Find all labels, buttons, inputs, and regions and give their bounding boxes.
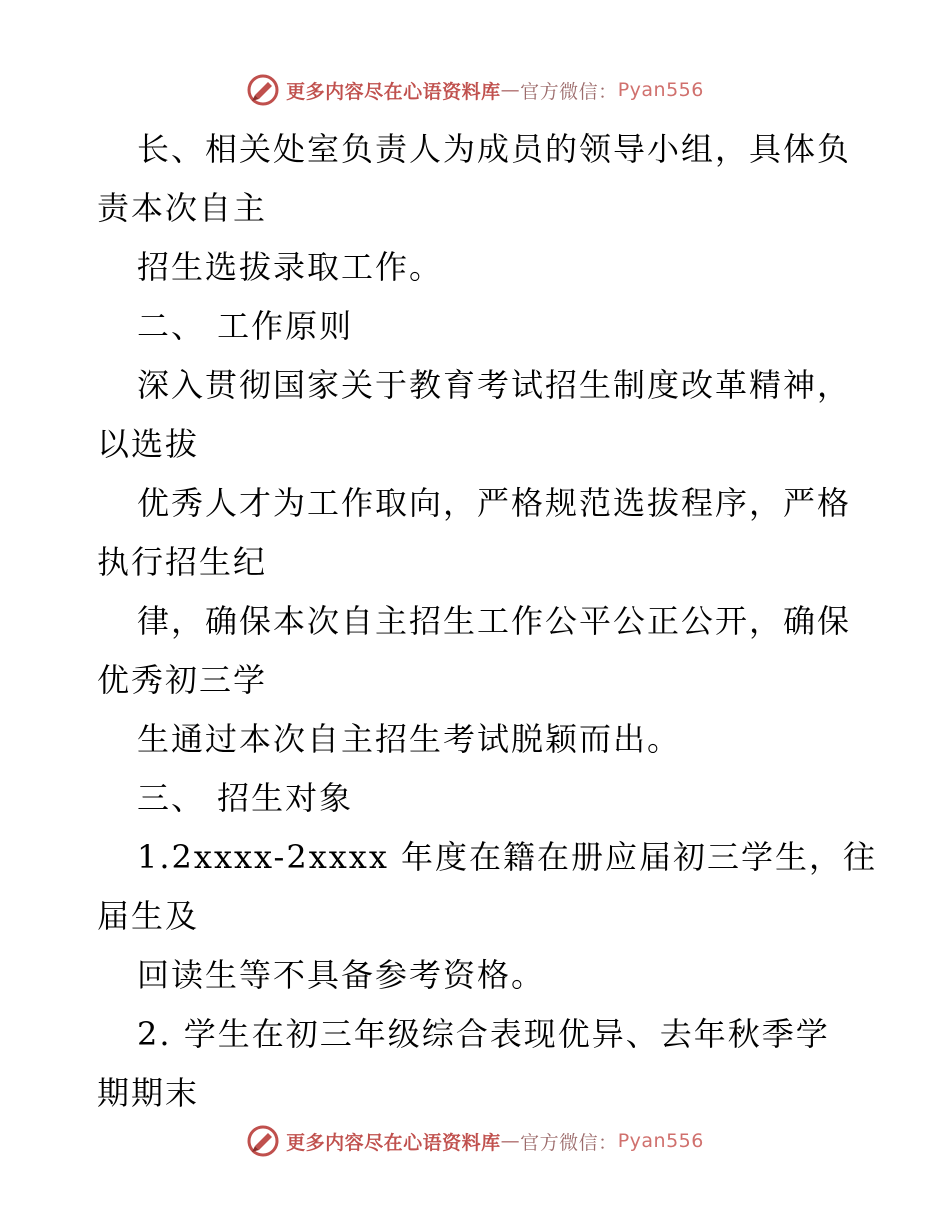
text-line: 招生选拔录取工作。 [137, 248, 444, 286]
banner-wechat-label: 官方微信： [520, 1131, 618, 1154]
banner-text: 更多内容尽在心语资料库 [286, 80, 501, 103]
text-line: 律，确保本次自主招生工作公平公正公开，确保 [137, 602, 852, 640]
banner-separator: — [500, 79, 521, 101]
section-heading: 三、 招生对象 [137, 779, 354, 817]
text-line: 1.2xxxx-2xxxx 年度在籍在册应届初三学生，往 [137, 838, 878, 876]
banner-separator: — [500, 1130, 521, 1152]
text-line: 优秀初三学 [97, 661, 268, 699]
text-line: 以选拔 [97, 425, 200, 463]
banner-text: 更多内容尽在心语资料库 [286, 1131, 501, 1154]
text-line: 责本次自主 [97, 189, 268, 227]
banner-wechat-id: Pyan556 [617, 1130, 704, 1152]
text-line: 2. 学生在初三年级综合表现优异、去年秋季学 [137, 1015, 830, 1053]
pen-logo-icon [246, 73, 280, 107]
footer-watermark [0, 1121, 950, 1161]
header-watermark [0, 70, 950, 110]
text-line: 长、相关处室负责人为成员的领导小组，具体负 [137, 130, 852, 168]
text-line: 生通过本次自主招生考试脱颖而出。 [137, 720, 682, 758]
text-line: 深入贯彻国家关于教育考试招生制度改革精神， [137, 366, 852, 404]
text-line: 优秀人才为工作取向，严格规范选拔程序，严格 [137, 484, 852, 522]
text-line: 届生及 [97, 897, 200, 935]
text-line: 回读生等不具备参考资格。 [137, 956, 546, 994]
banner-wechat-id: Pyan556 [617, 79, 704, 101]
section-heading: 二、 工作原则 [137, 307, 354, 345]
text-line: 期期末 [97, 1074, 200, 1112]
banner-wechat-label: 官方微信： [520, 80, 618, 103]
document-body [97, 120, 877, 1123]
pen-logo-icon [246, 1124, 280, 1158]
text-line: 执行招生纪 [97, 543, 268, 581]
